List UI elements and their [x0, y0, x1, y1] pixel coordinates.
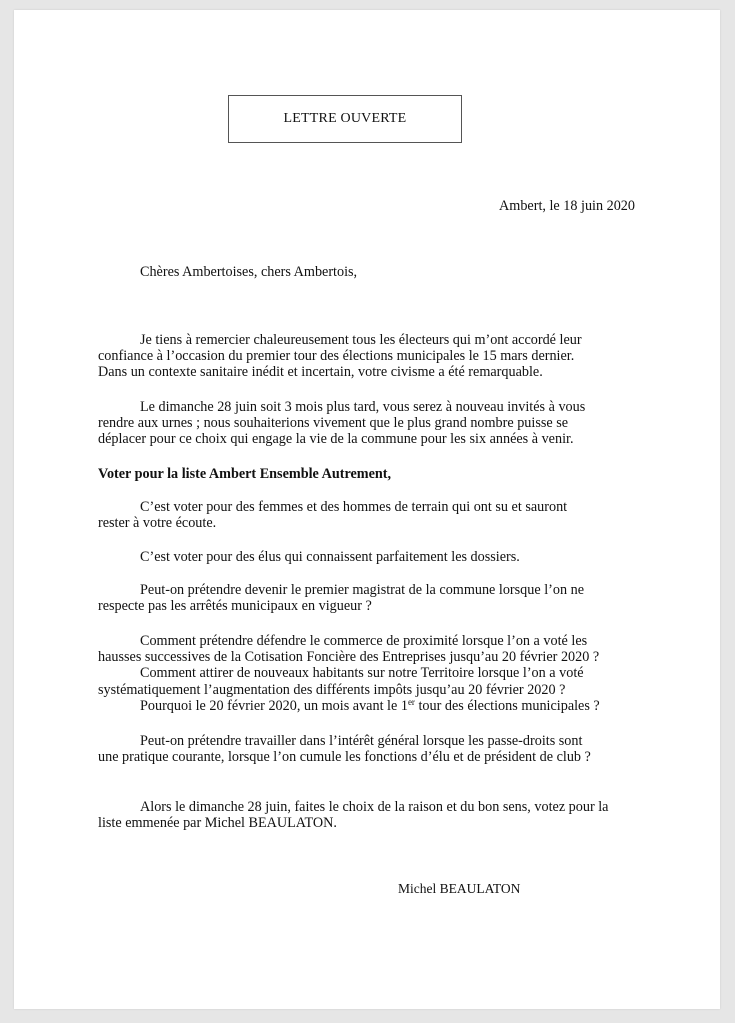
- vote-heading: [98, 466, 638, 482]
- paragraph-second-round: [98, 399, 638, 448]
- paragraph-line: Peut-on prétendre devenir le premier magistrat de la commune lorsque l’on ne: [140, 582, 584, 598]
- letter-title: LETTRE OUVERTE: [283, 111, 407, 126]
- paragraph-line: C’est voter pour des élus qui connaissent parfaitement les dossiers.: [140, 549, 520, 565]
- paragraph-line: Comment attirer de nouveaux habitants sur notre Territoire lorsque l’on a voté: [140, 665, 584, 682]
- letter-title-box: [228, 95, 462, 143]
- paragraph-line: Le dimanche 28 juin soit 3 mois plus tard, vous serez à nouveau invités à vous: [140, 399, 586, 415]
- paragraph-general-interest: [98, 733, 638, 765]
- signature: Michel BEAULATON: [398, 881, 521, 896]
- paragraph-line: hausses successives de la Cotisation Foncière des Entreprises jusqu’au 20 février 2020 ?: [98, 649, 600, 666]
- paragraph-line: respecte pas les arrêtés municipaux en vigueur ?: [98, 598, 372, 615]
- paragraph-line: Peut-on prétendre travailler dans l’intérêt général lorsque les passe-droits sont: [140, 733, 583, 749]
- first-round-question-end: tour des élections municipales ?: [414, 697, 600, 714]
- paragraph-line: déplacer pour ce choix qui engage la vie de la commune pour les six années à venir.: [98, 431, 574, 448]
- paragraph-questions: [98, 633, 638, 714]
- paragraph-line: [98, 698, 638, 714]
- heading-line: Voter pour la liste Ambert Ensemble Autrement,: [98, 466, 392, 482]
- paragraph-line: liste emmenée par Michel BEAULATON.: [98, 815, 337, 832]
- salutation: Chères Ambertoises, chers Ambertois,: [140, 264, 358, 280]
- letter-page: [14, 10, 720, 1009]
- paragraph-thanks: [98, 332, 638, 381]
- paragraph-field-people: [98, 499, 638, 531]
- paragraph-closing: [98, 799, 638, 831]
- paragraph-line: Je tiens à remercier chaleureusement tous les électeurs qui m’ont accordé leur: [140, 332, 582, 348]
- paragraph-line: Comment prétendre défendre le commerce de proximité lorsque l’on a voté les: [140, 633, 588, 649]
- paragraph-line: Alors le dimanche 28 juin, faites le choix de la raison et du bon sens, votez pour la: [140, 799, 609, 815]
- paragraph-line: confiance à l’occasion du premier tour des élections municipales le 15 mars dernier.: [98, 348, 575, 365]
- superscript-er: er: [407, 696, 415, 707]
- paragraph-magistrate: [98, 582, 638, 614]
- paragraph-line: systématiquement l’augmentation des différents impôts jusqu’au 20 février 2020 ?: [98, 681, 566, 698]
- paragraph-line: C’est voter pour des femmes et des hommes de terrain qui ont su et sauront: [140, 499, 568, 515]
- paragraph-line: Dans un contexte sanitaire inédit et incertain, votre civisme a été remarquable.: [98, 364, 543, 381]
- paragraph-line: rendre aux urnes ; nous souhaiterions vivement que le plus grand nombre puisse se: [98, 415, 569, 432]
- paragraph-elected-officials: [98, 549, 638, 565]
- date-line: Ambert, le 18 juin 2020: [499, 198, 635, 214]
- first-round-question-start: Pourquoi le 20 février 2020, un mois avant le 1: [140, 697, 408, 714]
- paragraph-line: une pratique courante, lorsque l’on cumule les fonctions d’élu et de président de club ?: [98, 749, 591, 766]
- paragraph-line: rester à votre écoute.: [98, 515, 217, 532]
